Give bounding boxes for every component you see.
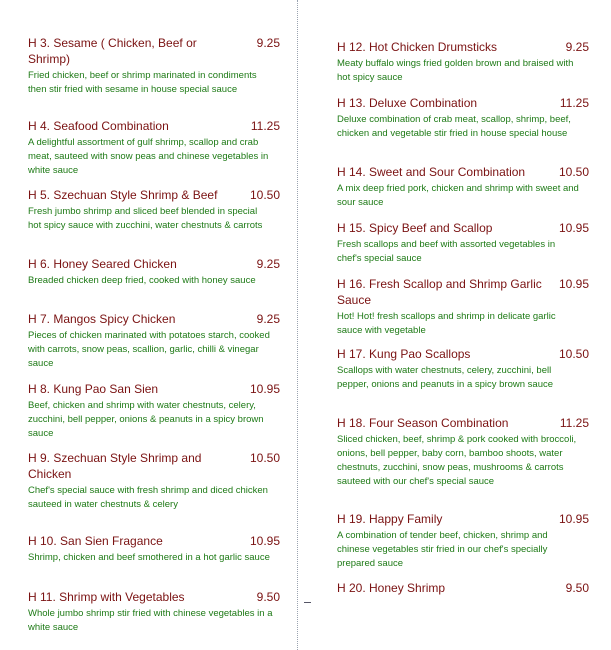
item-description: A delightful assortment of gulf shrimp, scallop and crab meat, sauteed with snow peas and chinese vegetables in white sauce [28,137,269,176]
item-name: H 12. Hot Chicken Drumsticks [337,40,498,54]
menu-item [28,256,280,288]
item-price: 11.25 [559,416,589,430]
item-name: H 5. Szechuan Style Shrimp & Beef [28,188,218,202]
item-description: Chef's special sauce with fresh shrimp and diced chicken sauteed in water chestnuts & celery [28,485,268,510]
item-price: 10.95 [249,382,280,396]
item-name: H 10. San Sien Fragance [28,534,163,548]
item-name: H 9. Szechuan Style Shrimp and Chicken [28,451,202,481]
item-price: 9.50 [256,590,280,604]
menu-item [28,533,280,565]
item-price: 9.25 [256,257,280,271]
menu-item [28,187,280,233]
menu-item [337,39,589,85]
menu-item [28,589,280,635]
item-name: H 18. Four Season Combination [337,416,509,430]
menu-item [337,95,589,141]
item-description: A mix deep fried pork, chicken and shrimp with sweet and sour sauce [337,183,579,208]
item-name: H 13. Deluxe Combination [337,96,478,110]
item-name: H 11. Shrimp with Vegetables [28,590,185,604]
item-description: Shrimp, chicken and beef smothered in a hot garlic sauce [28,552,270,563]
item-name: H 6. Honey Seared Chicken [28,257,177,271]
item-price: 9.25 [565,40,589,54]
item-name: H 20. Honey Shrimp [337,581,446,595]
menu-item [28,118,280,178]
menu-item [28,381,280,441]
item-name: H 16. Fresh Scallop and Shrimp Garlic Sauce [337,277,542,307]
column-divider [297,0,298,650]
item-price: 9.25 [256,36,280,50]
item-description: Hot! Hot! fresh scallops and shrimp in delicate garlic sauce with vegetable [337,311,556,336]
item-description: Fresh jumbo shrimp and sliced beef blended in special hot spicy sauce with zucchini, water chestnuts & carrots [28,206,263,231]
item-description: Pieces of chicken marinated with potatoes starch, cooked with carrots, snow peas, scallion, garlic, chilli & vinegar sauce [28,330,270,369]
item-price: 10.95 [249,534,280,548]
item-name: H 14. Sweet and Sour Combination [337,165,526,179]
menu-item [337,415,589,489]
item-name: H 3. Sesame ( Chicken, Beef or Shrimp) [28,36,197,66]
item-description: Beef, chicken and shrimp with water chestnuts, celery, zucchini, bell pepper, onions & peanuts in a spicy brown sauce [28,400,264,439]
item-description: Scallops with water chestnuts, celery, zucchini, bell pepper, onions and peanuts in a spicy brown sauce [337,365,554,390]
item-price: 9.50 [565,581,589,595]
item-name: H 19. Happy Family [337,512,443,526]
item-name: H 8. Kung Pao San Sien [28,382,159,396]
item-price: 10.50 [558,347,589,361]
item-name: H 7. Mangos Spicy Chicken [28,312,176,326]
item-price: 10.95 [558,221,589,235]
item-price: 10.50 [249,188,280,202]
item-name: H 17. Kung Pao Scallops [337,347,471,361]
item-price: 11.25 [250,119,280,133]
item-price: 10.50 [249,451,280,465]
menu-item [337,346,589,392]
menu-item [28,450,280,512]
item-description: A combination of tender beef, chicken, shrimp and chinese vegetables stir fried in our chef's specially prepared sauce [337,530,548,569]
menu-item [337,580,589,596]
item-price: 10.95 [558,277,589,291]
item-name: H 15. Spicy Beef and Scallop [337,221,493,235]
menu-item [337,164,589,210]
menu-item [337,220,589,266]
item-price: 10.50 [558,165,589,179]
item-name: H 4. Seafood Combination [28,119,169,133]
item-description: Meaty buffalo wings fried golden brown and braised with hot spicy sauce [337,58,574,83]
menu-item [337,276,589,338]
item-description: Deluxe combination of crab meat, scallop, shrimp, beef, chicken and vegetable stir fried in house special house [337,114,571,139]
item-description: Breaded chicken deep fried, cooked with honey sauce [28,275,256,286]
item-price: 10.95 [558,512,589,526]
item-price: 9.25 [256,312,280,326]
menu-item [28,35,280,97]
menu-item [337,511,589,571]
item-description: Fresh scallops and beef with assorted vegetables in chef's special sauce [337,239,556,264]
menu-item [28,311,280,371]
item-description: Fried chicken, beef or shrimp marinated in condiments then stir fried with sesame in house special sauce [28,70,257,95]
item-description: Whole jumbo shrimp stir fried with chinese vegetables in a white sauce [28,608,273,633]
item-price: 11.25 [559,96,589,110]
item-description: Sliced chicken, beef, shrimp & pork cooked with broccoli, onions, bell pepper, baby corn, bamboo shoots, water chestnuts, zucchini, snow peas, mushrooms & carrots sauteed with our chef's special sauce [337,434,577,487]
page-mark [304,602,311,603]
